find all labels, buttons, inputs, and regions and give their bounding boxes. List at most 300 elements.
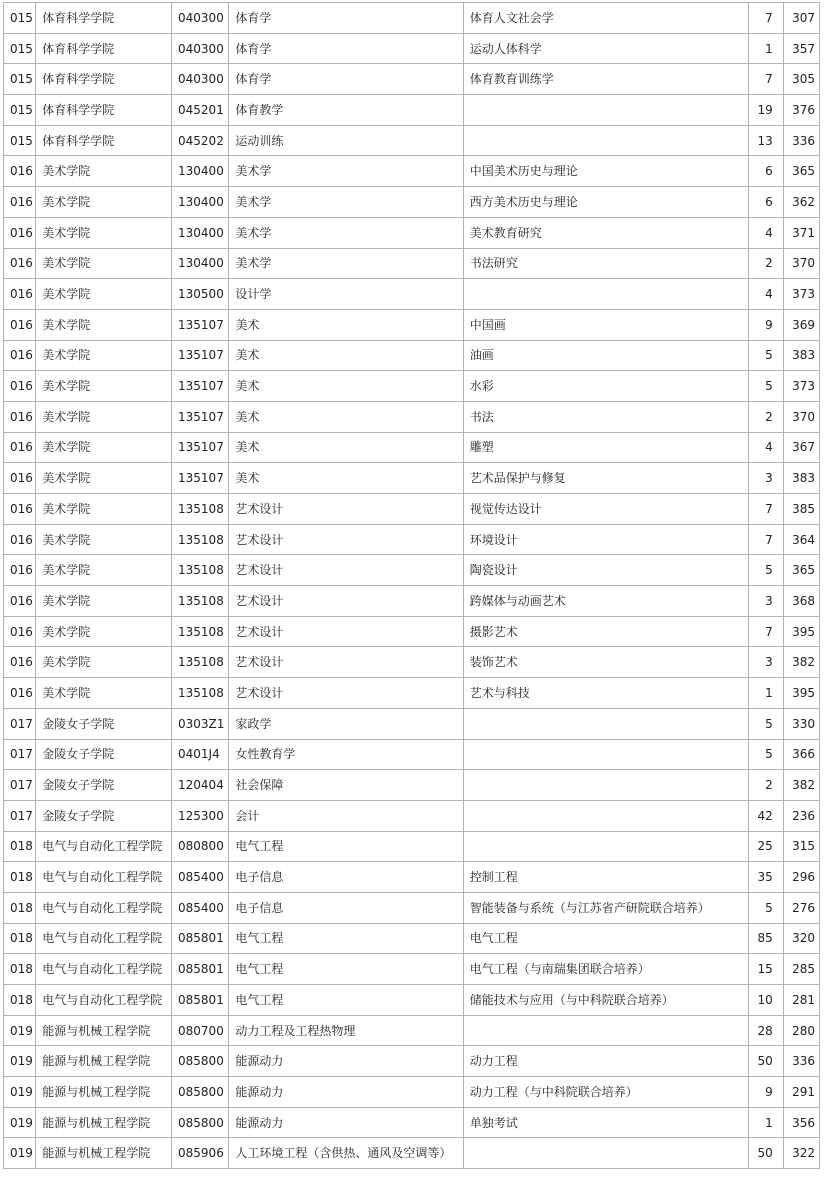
- count-cell: 4: [748, 279, 783, 310]
- college-name-cell: 美术学院: [36, 555, 172, 586]
- direction-cell: [463, 800, 748, 831]
- score-cell: 362: [783, 187, 819, 218]
- college-code-cell: 018: [4, 985, 36, 1016]
- score-cell: 370: [783, 401, 819, 432]
- major-code-cell: 135108: [172, 586, 229, 617]
- table-row: [4, 248, 820, 279]
- college-name-cell: 体育科学学院: [36, 64, 172, 95]
- table-row: [4, 156, 820, 187]
- college-code-cell: 018: [4, 954, 36, 985]
- major-name-cell: 体育学: [229, 33, 463, 64]
- college-code-cell: 015: [4, 64, 36, 95]
- major-name-cell: 艺术设计: [229, 678, 463, 709]
- major-code-cell: 135107: [172, 309, 229, 340]
- direction-cell: 动力工程（与中科院联合培养）: [463, 1077, 748, 1108]
- score-cell: 336: [783, 125, 819, 156]
- major-name-cell: 美术学: [229, 217, 463, 248]
- college-name-cell: 金陵女子学院: [36, 800, 172, 831]
- score-cell: 285: [783, 954, 819, 985]
- college-name-cell: 电气与自动化工程学院: [36, 862, 172, 893]
- college-code-cell: 019: [4, 1077, 36, 1108]
- college-code-cell: 019: [4, 1015, 36, 1046]
- major-name-cell: 美术学: [229, 187, 463, 218]
- table-row: [4, 3, 820, 34]
- score-cell: 276: [783, 892, 819, 923]
- score-cell: 382: [783, 770, 819, 801]
- direction-cell: [463, 831, 748, 862]
- direction-cell: 单独考试: [463, 1107, 748, 1138]
- table-row: [4, 954, 820, 985]
- table-row: [4, 678, 820, 709]
- college-code-cell: 017: [4, 708, 36, 739]
- college-name-cell: 金陵女子学院: [36, 708, 172, 739]
- major-name-cell: 艺术设计: [229, 555, 463, 586]
- major-code-cell: 085801: [172, 954, 229, 985]
- score-cell: 236: [783, 800, 819, 831]
- table-row: [4, 1138, 820, 1169]
- major-name-cell: 美术: [229, 309, 463, 340]
- count-cell: 6: [748, 187, 783, 218]
- major-code-cell: 120404: [172, 770, 229, 801]
- major-code-cell: 040300: [172, 33, 229, 64]
- score-cell: 357: [783, 33, 819, 64]
- major-name-cell: 美术: [229, 432, 463, 463]
- table-row: [4, 494, 820, 525]
- college-code-cell: 016: [4, 187, 36, 218]
- major-name-cell: 能源动力: [229, 1077, 463, 1108]
- major-name-cell: 电气工程: [229, 923, 463, 954]
- count-cell: 50: [748, 1138, 783, 1169]
- college-code-cell: 016: [4, 309, 36, 340]
- count-cell: 7: [748, 64, 783, 95]
- score-cell: 322: [783, 1138, 819, 1169]
- college-name-cell: 美术学院: [36, 432, 172, 463]
- direction-cell: [463, 279, 748, 310]
- direction-cell: 中国画: [463, 309, 748, 340]
- count-cell: 7: [748, 524, 783, 555]
- college-code-cell: 016: [4, 647, 36, 678]
- major-name-cell: 艺术设计: [229, 647, 463, 678]
- count-cell: 3: [748, 647, 783, 678]
- count-cell: 28: [748, 1015, 783, 1046]
- direction-cell: 环境设计: [463, 524, 748, 555]
- college-code-cell: 016: [4, 524, 36, 555]
- score-cell: 307: [783, 3, 819, 34]
- college-name-cell: 美术学院: [36, 494, 172, 525]
- count-cell: 1: [748, 1107, 783, 1138]
- college-code-cell: 016: [4, 555, 36, 586]
- table-row: [4, 64, 820, 95]
- major-code-cell: 130400: [172, 217, 229, 248]
- college-code-cell: 016: [4, 248, 36, 279]
- direction-cell: 体育人文社会学: [463, 3, 748, 34]
- count-cell: 5: [748, 555, 783, 586]
- score-cell: 366: [783, 739, 819, 770]
- direction-cell: 书法研究: [463, 248, 748, 279]
- score-cell: 281: [783, 985, 819, 1016]
- count-cell: 7: [748, 616, 783, 647]
- major-code-cell: 135107: [172, 401, 229, 432]
- college-code-cell: 015: [4, 125, 36, 156]
- count-cell: 1: [748, 678, 783, 709]
- table-row: [4, 1107, 820, 1138]
- college-name-cell: 美术学院: [36, 524, 172, 555]
- count-cell: 5: [748, 708, 783, 739]
- table-row: [4, 555, 820, 586]
- table-row: [4, 770, 820, 801]
- major-code-cell: 085801: [172, 985, 229, 1016]
- table-row: [4, 125, 820, 156]
- college-name-cell: 美术学院: [36, 248, 172, 279]
- count-cell: 5: [748, 739, 783, 770]
- direction-cell: 装饰艺术: [463, 647, 748, 678]
- major-code-cell: 135108: [172, 494, 229, 525]
- major-name-cell: 艺术设计: [229, 586, 463, 617]
- major-name-cell: 艺术设计: [229, 616, 463, 647]
- table-row: [4, 800, 820, 831]
- major-name-cell: 电气工程: [229, 831, 463, 862]
- direction-cell: 摄影艺术: [463, 616, 748, 647]
- count-cell: 25: [748, 831, 783, 862]
- college-code-cell: 016: [4, 432, 36, 463]
- direction-cell: 跨媒体与动画艺术: [463, 586, 748, 617]
- college-name-cell: 能源与机械工程学院: [36, 1015, 172, 1046]
- college-name-cell: 金陵女子学院: [36, 770, 172, 801]
- college-code-cell: 017: [4, 800, 36, 831]
- major-code-cell: 085800: [172, 1046, 229, 1077]
- college-code-cell: 017: [4, 739, 36, 770]
- count-cell: 9: [748, 1077, 783, 1108]
- college-name-cell: 体育科学学院: [36, 95, 172, 126]
- major-code-cell: 135108: [172, 678, 229, 709]
- table-row: [4, 647, 820, 678]
- college-code-cell: 017: [4, 770, 36, 801]
- count-cell: 5: [748, 892, 783, 923]
- count-cell: 3: [748, 586, 783, 617]
- college-code-cell: 018: [4, 892, 36, 923]
- score-cell: 367: [783, 432, 819, 463]
- count-cell: 2: [748, 770, 783, 801]
- major-code-cell: 135108: [172, 524, 229, 555]
- count-cell: 85: [748, 923, 783, 954]
- table-row: [4, 401, 820, 432]
- major-name-cell: 社会保障: [229, 770, 463, 801]
- college-code-cell: 016: [4, 401, 36, 432]
- table-row: [4, 187, 820, 218]
- score-cell: 296: [783, 862, 819, 893]
- major-code-cell: 040300: [172, 3, 229, 34]
- college-name-cell: 电气与自动化工程学院: [36, 985, 172, 1016]
- score-cell: 315: [783, 831, 819, 862]
- score-cell: 291: [783, 1077, 819, 1108]
- table-row: [4, 217, 820, 248]
- table-body: [4, 3, 820, 1169]
- direction-cell: 陶瓷设计: [463, 555, 748, 586]
- major-name-cell: 能源动力: [229, 1107, 463, 1138]
- direction-cell: 储能技术与应用（与中科院联合培养）: [463, 985, 748, 1016]
- direction-cell: 艺术与科技: [463, 678, 748, 709]
- college-name-cell: 能源与机械工程学院: [36, 1077, 172, 1108]
- count-cell: 13: [748, 125, 783, 156]
- major-code-cell: 0303Z1: [172, 708, 229, 739]
- admission-score-table-container: [3, 2, 820, 1169]
- count-cell: 42: [748, 800, 783, 831]
- major-code-cell: 045202: [172, 125, 229, 156]
- college-name-cell: 美术学院: [36, 371, 172, 402]
- major-code-cell: 080800: [172, 831, 229, 862]
- score-cell: 365: [783, 156, 819, 187]
- direction-cell: 艺术品保护与修复: [463, 463, 748, 494]
- college-name-cell: 体育科学学院: [36, 125, 172, 156]
- score-cell: 369: [783, 309, 819, 340]
- major-code-cell: 040300: [172, 64, 229, 95]
- count-cell: 5: [748, 371, 783, 402]
- college-name-cell: 美术学院: [36, 309, 172, 340]
- college-code-cell: 018: [4, 831, 36, 862]
- college-name-cell: 能源与机械工程学院: [36, 1107, 172, 1138]
- college-name-cell: 美术学院: [36, 156, 172, 187]
- major-name-cell: 美术: [229, 371, 463, 402]
- college-code-cell: 016: [4, 678, 36, 709]
- direction-cell: 视觉传达设计: [463, 494, 748, 525]
- table-row: [4, 616, 820, 647]
- major-name-cell: 动力工程及工程热物理: [229, 1015, 463, 1046]
- direction-cell: 体育教育训练学: [463, 64, 748, 95]
- major-name-cell: 电子信息: [229, 892, 463, 923]
- table-row: [4, 33, 820, 64]
- score-cell: 371: [783, 217, 819, 248]
- table-row: [4, 1046, 820, 1077]
- major-name-cell: 电子信息: [229, 862, 463, 893]
- direction-cell: [463, 1138, 748, 1169]
- major-name-cell: 家政学: [229, 708, 463, 739]
- direction-cell: 油画: [463, 340, 748, 371]
- college-code-cell: 016: [4, 279, 36, 310]
- score-cell: 365: [783, 555, 819, 586]
- college-code-cell: 016: [4, 616, 36, 647]
- major-code-cell: 085800: [172, 1107, 229, 1138]
- count-cell: 9: [748, 309, 783, 340]
- count-cell: 10: [748, 985, 783, 1016]
- major-code-cell: 130400: [172, 156, 229, 187]
- table-row: [4, 432, 820, 463]
- major-code-cell: 135108: [172, 616, 229, 647]
- direction-cell: [463, 1015, 748, 1046]
- count-cell: 2: [748, 248, 783, 279]
- score-cell: 370: [783, 248, 819, 279]
- major-code-cell: 085400: [172, 892, 229, 923]
- score-cell: 373: [783, 279, 819, 310]
- direction-cell: [463, 95, 748, 126]
- table-row: [4, 524, 820, 555]
- college-name-cell: 能源与机械工程学院: [36, 1046, 172, 1077]
- college-code-cell: 019: [4, 1107, 36, 1138]
- major-name-cell: 运动训练: [229, 125, 463, 156]
- table-row: [4, 309, 820, 340]
- major-name-cell: 会计: [229, 800, 463, 831]
- college-name-cell: 体育科学学院: [36, 33, 172, 64]
- table-row: [4, 586, 820, 617]
- table-row: [4, 95, 820, 126]
- college-code-cell: 016: [4, 586, 36, 617]
- score-cell: 364: [783, 524, 819, 555]
- score-cell: 376: [783, 95, 819, 126]
- major-code-cell: 085801: [172, 923, 229, 954]
- major-code-cell: 080700: [172, 1015, 229, 1046]
- major-code-cell: 130400: [172, 248, 229, 279]
- major-name-cell: 美术学: [229, 156, 463, 187]
- score-cell: 330: [783, 708, 819, 739]
- major-name-cell: 美术: [229, 340, 463, 371]
- score-cell: 373: [783, 371, 819, 402]
- direction-cell: 运动人体科学: [463, 33, 748, 64]
- major-code-cell: 085400: [172, 862, 229, 893]
- college-name-cell: 美术学院: [36, 187, 172, 218]
- major-name-cell: 艺术设计: [229, 494, 463, 525]
- score-cell: 305: [783, 64, 819, 95]
- college-code-cell: 015: [4, 3, 36, 34]
- score-cell: 382: [783, 647, 819, 678]
- major-name-cell: 美术: [229, 463, 463, 494]
- table-row: [4, 708, 820, 739]
- score-cell: 280: [783, 1015, 819, 1046]
- table-row: [4, 862, 820, 893]
- count-cell: 35: [748, 862, 783, 893]
- major-name-cell: 女性教育学: [229, 739, 463, 770]
- college-name-cell: 体育科学学院: [36, 3, 172, 34]
- college-name-cell: 电气与自动化工程学院: [36, 923, 172, 954]
- major-name-cell: 体育学: [229, 3, 463, 34]
- count-cell: 1: [748, 33, 783, 64]
- major-code-cell: 085906: [172, 1138, 229, 1169]
- college-name-cell: 电气与自动化工程学院: [36, 892, 172, 923]
- major-code-cell: 125300: [172, 800, 229, 831]
- count-cell: 6: [748, 156, 783, 187]
- direction-cell: 电气工程: [463, 923, 748, 954]
- score-cell: 385: [783, 494, 819, 525]
- score-cell: 395: [783, 678, 819, 709]
- major-name-cell: 能源动力: [229, 1046, 463, 1077]
- direction-cell: 雕塑: [463, 432, 748, 463]
- major-code-cell: 085800: [172, 1077, 229, 1108]
- score-cell: 368: [783, 586, 819, 617]
- table-row: [4, 923, 820, 954]
- college-name-cell: 电气与自动化工程学院: [36, 954, 172, 985]
- score-cell: 320: [783, 923, 819, 954]
- direction-cell: [463, 770, 748, 801]
- college-name-cell: 电气与自动化工程学院: [36, 831, 172, 862]
- college-name-cell: 美术学院: [36, 217, 172, 248]
- major-name-cell: 人工环境工程（含供热、通风及空调等）: [229, 1138, 463, 1169]
- table-row: [4, 739, 820, 770]
- direction-cell: 西方美术历史与理论: [463, 187, 748, 218]
- major-code-cell: 135107: [172, 371, 229, 402]
- direction-cell: [463, 708, 748, 739]
- table-row: [4, 340, 820, 371]
- score-cell: 356: [783, 1107, 819, 1138]
- college-code-cell: 016: [4, 217, 36, 248]
- score-cell: 383: [783, 463, 819, 494]
- admission-score-table: [3, 2, 820, 1169]
- count-cell: 7: [748, 3, 783, 34]
- score-cell: 383: [783, 340, 819, 371]
- direction-cell: 美术教育研究: [463, 217, 748, 248]
- direction-cell: [463, 739, 748, 770]
- major-code-cell: 0401J4: [172, 739, 229, 770]
- table-row: [4, 1015, 820, 1046]
- major-name-cell: 体育学: [229, 64, 463, 95]
- direction-cell: 动力工程: [463, 1046, 748, 1077]
- count-cell: 4: [748, 432, 783, 463]
- count-cell: 3: [748, 463, 783, 494]
- major-name-cell: 美术: [229, 401, 463, 432]
- major-code-cell: 130500: [172, 279, 229, 310]
- direction-cell: 中国美术历史与理论: [463, 156, 748, 187]
- college-code-cell: 016: [4, 156, 36, 187]
- direction-cell: 书法: [463, 401, 748, 432]
- college-code-cell: 018: [4, 923, 36, 954]
- college-code-cell: 019: [4, 1138, 36, 1169]
- table-row: [4, 831, 820, 862]
- college-name-cell: 美术学院: [36, 647, 172, 678]
- college-code-cell: 019: [4, 1046, 36, 1077]
- major-code-cell: 130400: [172, 187, 229, 218]
- count-cell: 19: [748, 95, 783, 126]
- major-code-cell: 135107: [172, 432, 229, 463]
- count-cell: 5: [748, 340, 783, 371]
- table-row: [4, 892, 820, 923]
- college-code-cell: 016: [4, 463, 36, 494]
- table-row: [4, 371, 820, 402]
- direction-cell: 控制工程: [463, 862, 748, 893]
- major-code-cell: 135107: [172, 340, 229, 371]
- college-name-cell: 能源与机械工程学院: [36, 1138, 172, 1169]
- college-code-cell: 016: [4, 494, 36, 525]
- table-row: [4, 1077, 820, 1108]
- major-name-cell: 体育教学: [229, 95, 463, 126]
- college-name-cell: 美术学院: [36, 678, 172, 709]
- college-code-cell: 016: [4, 340, 36, 371]
- major-name-cell: 电气工程: [229, 985, 463, 1016]
- count-cell: 7: [748, 494, 783, 525]
- count-cell: 4: [748, 217, 783, 248]
- college-name-cell: 美术学院: [36, 463, 172, 494]
- score-cell: 395: [783, 616, 819, 647]
- college-name-cell: 美术学院: [36, 401, 172, 432]
- direction-cell: 智能装备与系统（与江苏省产研院联合培养）: [463, 892, 748, 923]
- direction-cell: 水彩: [463, 371, 748, 402]
- college-name-cell: 美术学院: [36, 586, 172, 617]
- score-cell: 336: [783, 1046, 819, 1077]
- college-code-cell: 016: [4, 371, 36, 402]
- table-row: [4, 985, 820, 1016]
- table-row: [4, 463, 820, 494]
- major-name-cell: 电气工程: [229, 954, 463, 985]
- college-code-cell: 015: [4, 95, 36, 126]
- college-code-cell: 018: [4, 862, 36, 893]
- college-name-cell: 金陵女子学院: [36, 739, 172, 770]
- major-name-cell: 美术学: [229, 248, 463, 279]
- college-code-cell: 015: [4, 33, 36, 64]
- table-row: [4, 279, 820, 310]
- major-code-cell: 045201: [172, 95, 229, 126]
- major-code-cell: 135108: [172, 555, 229, 586]
- college-name-cell: 美术学院: [36, 279, 172, 310]
- major-code-cell: 135107: [172, 463, 229, 494]
- major-name-cell: 设计学: [229, 279, 463, 310]
- count-cell: 2: [748, 401, 783, 432]
- major-code-cell: 135108: [172, 647, 229, 678]
